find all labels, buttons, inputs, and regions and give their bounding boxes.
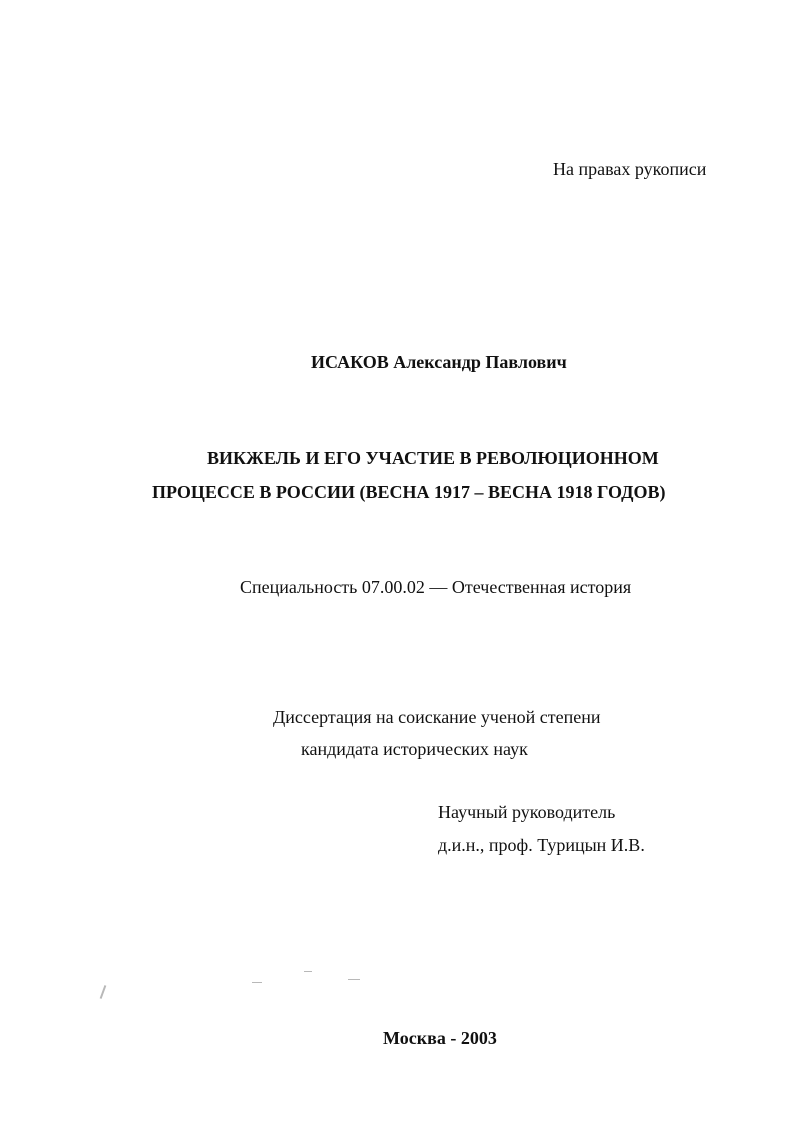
scan-speck xyxy=(304,971,312,972)
degree-line-2: кандидата исторических наук xyxy=(301,739,528,759)
specialty-line: Специальность 07.00.02 — Отечественная история xyxy=(240,577,632,597)
advisor-label: Научный руководитель xyxy=(438,802,616,822)
degree-line-1: Диссертация на соискание ученой степени xyxy=(273,707,601,727)
advisor-name: д.и.н., проф. Турицын И.В. xyxy=(438,835,645,855)
dissertation-title-line-2: ПРОЦЕССЕ В РОССИИ (ВЕСНА 1917 – ВЕСНА 1918 ГОДОВ) xyxy=(152,482,666,502)
city-year: Москва - 2003 xyxy=(383,1028,497,1048)
author-name: ИСАКОВ Александр Павлович xyxy=(311,352,567,372)
manuscript-note: На правах рукописи xyxy=(553,159,707,179)
scan-speck xyxy=(100,985,107,999)
scan-speck xyxy=(348,979,360,980)
dissertation-title-line-1: ВИКЖЕЛЬ И ЕГО УЧАСТИЕ В РЕВОЛЮЦИОННОМ xyxy=(207,448,659,468)
scan-speck xyxy=(252,982,262,983)
